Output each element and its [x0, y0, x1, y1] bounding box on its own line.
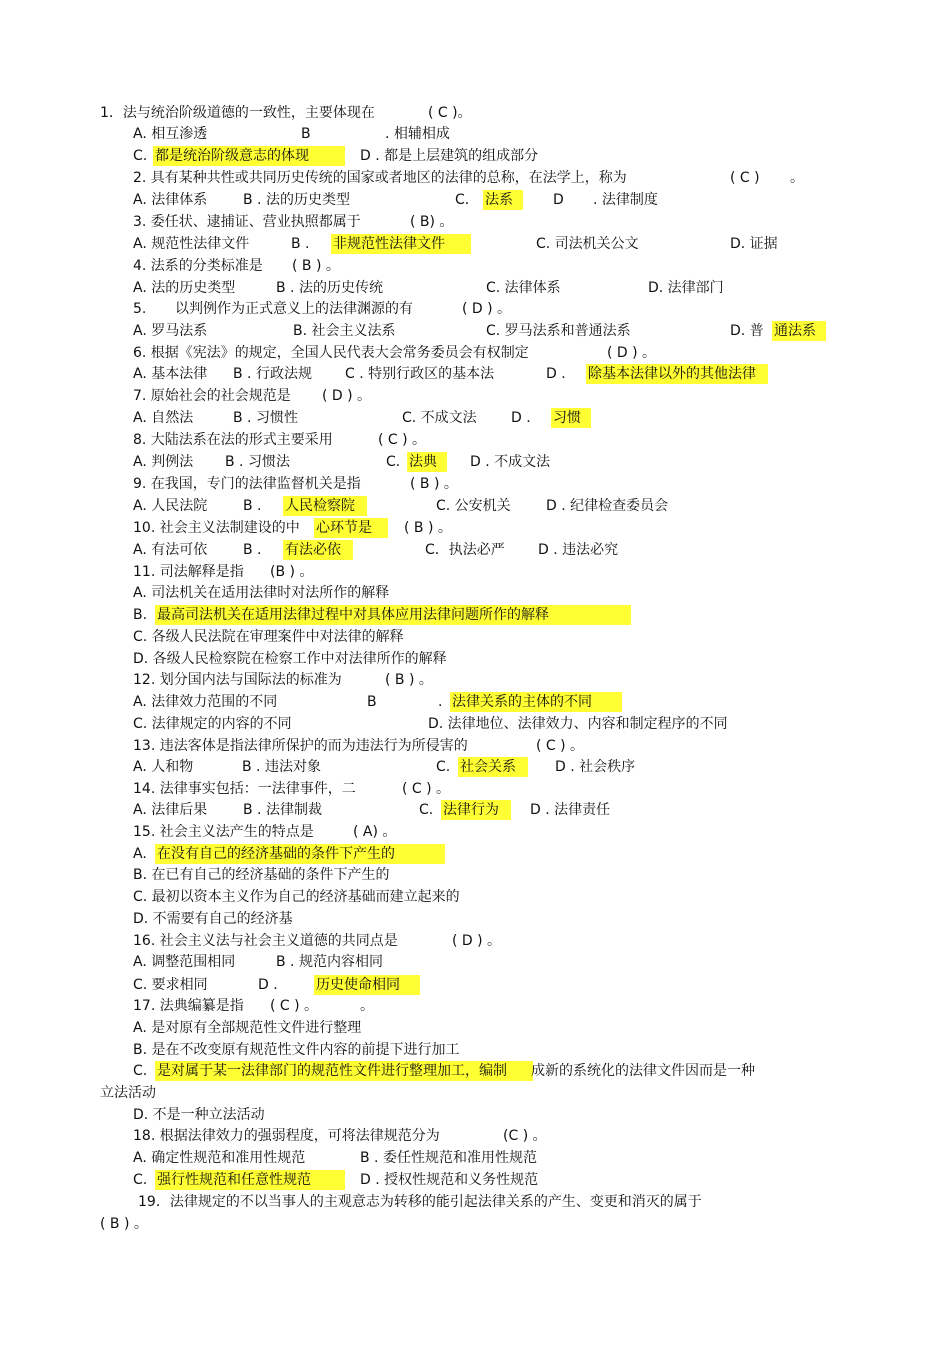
line-text: 2. 具有某种共性或共同历史传统的国家或者地区的法律的总称，在法学上，称为	[133, 170, 627, 186]
text-line	[0, 1214, 950, 1234]
line-text: C.	[133, 148, 148, 164]
line-text: ( B ) 。	[385, 672, 433, 688]
text-line	[0, 1061, 950, 1081]
line-text: 15. 社会主义法产生的特点是	[133, 824, 314, 840]
line-text: C. 最初以资本主义作为自己的经济基础而建立起来的	[133, 889, 460, 905]
line-text: D. 法律地位、法律效力、内容和制定程序的不同	[428, 716, 728, 732]
text-line	[0, 540, 950, 560]
line-text: ( B ) 。	[410, 476, 458, 492]
text-line	[0, 278, 950, 298]
line-text: A. 法律体系	[133, 192, 208, 208]
line-text: C. 法律规定的内容的不同	[133, 716, 292, 732]
line-text: C.	[386, 454, 401, 470]
line-text: ( C ) 。	[402, 781, 451, 797]
highlighted-answer: 在没有自己的经济基础的条件下产生的	[155, 844, 445, 864]
line-text: B	[301, 126, 311, 142]
line-text: C.	[133, 1172, 148, 1188]
text-line	[0, 844, 950, 864]
line-text: C.	[133, 1063, 148, 1079]
line-text: 18. 根据法律效力的强弱程度，可将法律规范分为	[133, 1128, 440, 1144]
text-line	[0, 364, 950, 384]
line-text: A. 司法机关在适用法律时对法所作的解释	[133, 585, 390, 601]
line-text: D . 都是上层建筑的组成部分	[360, 148, 539, 164]
text-line	[0, 103, 950, 123]
line-text: B . 违法对象	[242, 759, 321, 775]
line-text: ( C ) 。	[536, 738, 585, 754]
line-text: 11. 司法解释是指	[133, 564, 244, 580]
line-text: 17. 法典编纂是指	[133, 998, 244, 1014]
line-text: ( A) 。	[353, 824, 397, 840]
highlighted-answer: 习惯	[551, 408, 591, 428]
line-text: B . 行政法规	[233, 366, 312, 382]
line-text: B. 在已有自己的经济基础的条件下产生的	[133, 867, 390, 883]
line-text: A. 罗马法系	[133, 323, 208, 339]
text-line	[0, 757, 950, 777]
line-text: D	[553, 192, 564, 208]
line-text: A. 调整范围相同	[133, 954, 236, 970]
text-line	[0, 321, 950, 341]
text-line	[0, 1083, 950, 1103]
line-text: B .	[243, 498, 262, 514]
line-text: B . 法律制裁	[243, 802, 322, 818]
line-text: A. 判例法	[133, 454, 194, 470]
line-text: B . 法的历史传统	[276, 280, 383, 296]
text-line	[0, 670, 950, 690]
line-text: ( B ) 。	[404, 520, 452, 536]
text-line	[0, 124, 950, 144]
line-text: ( B ) 。	[292, 258, 340, 274]
line-text: .	[438, 694, 443, 710]
line-text: B . 习惯性	[233, 410, 298, 426]
line-text: C. 不成文法	[402, 410, 477, 426]
line-text: B	[367, 694, 377, 710]
line-text: A. 法律后果	[133, 802, 208, 818]
line-text: A. 人和物	[133, 759, 194, 775]
line-text: ( C )。	[428, 105, 472, 121]
line-text: ( B) 。	[410, 214, 454, 230]
line-text: B . 习惯法	[225, 454, 290, 470]
line-text: 立法活动	[100, 1085, 156, 1101]
line-text: 12. 划分国内法与国际法的标准为	[133, 672, 342, 688]
line-text: 8. 大陆法系在法的形式主要采用	[133, 432, 333, 448]
line-text: A. 法律效力范围的不同	[133, 694, 278, 710]
text-line	[0, 1148, 950, 1168]
line-text: D. 普	[730, 323, 764, 339]
text-line	[0, 1126, 950, 1146]
line-text: C．	[455, 192, 479, 208]
text-line	[0, 1192, 950, 1212]
line-text: 19．法律规定的不以当事人的主观意志为转移的能引起法律关系的产生、变更和消灭的属于	[138, 1194, 702, 1210]
line-text: 以判例作为正式意义上的法律渊源的有	[175, 301, 413, 317]
line-text: B.	[133, 607, 148, 623]
text-line	[0, 800, 950, 820]
line-text: A. 是对原有全部规范性文件进行整理	[133, 1020, 362, 1036]
text-line	[0, 343, 950, 363]
text-line	[0, 865, 950, 885]
highlighted-answer: 是对属于某一法律部门的规范性文件进行整理加工，编制	[155, 1061, 533, 1081]
text-line	[0, 583, 950, 603]
line-text: D . 授权性规范和义务性规范	[360, 1172, 539, 1188]
line-text: D . 社会秩序	[555, 759, 636, 775]
line-text: 6. 根据《宪法》的规定，全国人民代表大会常务委员会有权制定	[133, 345, 529, 361]
highlighted-answer: 非规范性法律文件	[331, 234, 471, 254]
text-line	[0, 887, 950, 907]
text-line	[0, 1170, 950, 1190]
line-text: 4. 法系的分类标准是	[133, 258, 263, 274]
highlighted-answer: 法典	[407, 452, 447, 472]
line-text: B. 社会主义法系	[293, 323, 396, 339]
highlighted-answer: 最高司法机关在适用法律过程中对具体应用法律问题所作的解释	[155, 605, 631, 625]
highlighted-answer: 强行性规范和任意性规范	[155, 1170, 345, 1190]
text-line	[0, 212, 950, 232]
text-line	[0, 146, 950, 166]
line-text: 9. 在我国，专门的法律监督机关是指	[133, 476, 361, 492]
line-text: B . 规范内容相同	[276, 954, 383, 970]
highlighted-answer: 社会关系	[458, 757, 528, 777]
line-text: C．执法必严	[425, 542, 505, 558]
line-text: C . 特别行政区的基本法	[345, 366, 495, 382]
text-line	[0, 518, 950, 538]
line-text: C. 公安机关	[436, 498, 511, 514]
text-line	[0, 1105, 950, 1125]
line-text: ( D ) 。	[452, 933, 502, 949]
line-text: 13. 违法客体是指法律所保护的而为违法行为所侵害的	[133, 738, 468, 754]
line-text: C. 各级人民法院在审理案件中对法律的解释	[133, 629, 404, 645]
text-line	[0, 474, 950, 494]
line-text: 5.	[133, 301, 147, 317]
text-line	[0, 1018, 950, 1038]
line-text: D. 证据	[730, 236, 778, 252]
text-line	[0, 909, 950, 929]
text-line	[0, 386, 950, 406]
text-line	[0, 736, 950, 756]
line-text: D .	[511, 410, 531, 426]
line-text: D. 不是一种立法活动	[133, 1107, 265, 1123]
highlighted-answer: 人民检察院	[283, 496, 367, 516]
line-text: (B ) 。	[270, 564, 314, 580]
text-line	[0, 234, 950, 254]
line-text: ( C )	[730, 170, 760, 186]
line-text: D. 各级人民检察院在检察工作中对法律所作的解释	[133, 651, 447, 667]
line-text: ( C ) 。	[270, 998, 319, 1014]
highlighted-answer: 心环节是	[314, 518, 388, 538]
line-text: 14. 法律事实包括：一法律事件，二	[133, 781, 356, 797]
line-text: ( D ) 。	[462, 301, 512, 317]
text-line	[0, 931, 950, 951]
highlighted-answer: 法系	[483, 190, 523, 210]
line-text: 3. 委任状、逮捕证、营业执照都属于	[133, 214, 361, 230]
text-line	[0, 952, 950, 972]
text-line	[0, 496, 950, 516]
line-text: ( C ) 。	[378, 432, 427, 448]
text-line	[0, 168, 950, 188]
line-text: D . 纪律检查委员会	[546, 498, 669, 514]
text-line	[0, 1040, 950, 1060]
line-text: A. 规范性法律文件	[133, 236, 250, 252]
highlighted-answer: 通法系	[772, 321, 826, 341]
text-line	[0, 452, 950, 472]
line-text: D .	[258, 977, 278, 993]
text-line	[0, 562, 950, 582]
text-line	[0, 299, 950, 319]
line-text: C. 司法机关公文	[536, 236, 639, 252]
text-line	[0, 256, 950, 276]
line-text: D. 不需要有自己的经济基	[133, 911, 293, 927]
line-text: A.	[133, 846, 147, 862]
line-text: 10. 社会主义法制建设的中	[133, 520, 300, 536]
text-line	[0, 649, 950, 669]
line-text: 。	[360, 998, 374, 1014]
text-line	[0, 779, 950, 799]
line-text: A. 自然法	[133, 410, 194, 426]
line-text: ( D ) 。	[607, 345, 657, 361]
line-text: ( B ) 。	[100, 1216, 148, 1232]
line-text: 16. 社会主义法与社会主义道德的共同点是	[133, 933, 398, 949]
line-text: (C ) 。	[503, 1128, 547, 1144]
line-text: A. 基本法律	[133, 366, 208, 382]
line-text: A. 人民法院	[133, 498, 208, 514]
highlighted-answer: 历史使命相同	[314, 975, 420, 995]
highlighted-answer: 法律关系的主体的不同	[450, 692, 622, 712]
highlighted-answer: 法律行为	[441, 800, 511, 820]
text-line	[0, 996, 950, 1016]
line-text: D . 法律责任	[530, 802, 611, 818]
line-text: B .	[243, 542, 262, 558]
line-text: A. 相互渗透	[133, 126, 208, 142]
line-text: 1．法与统治阶级道德的一致性，主要体现在	[100, 105, 375, 121]
text-line	[0, 822, 950, 842]
line-text: C.	[419, 802, 434, 818]
line-text: A. 确定性规范和准用性规范	[133, 1150, 306, 1166]
line-text: B . 委任性规范和准用性规范	[360, 1150, 537, 1166]
line-text: ( D ) 。	[322, 388, 372, 404]
text-line	[0, 408, 950, 428]
text-line	[0, 975, 950, 995]
text-line	[0, 190, 950, 210]
line-text: B .	[291, 236, 310, 252]
line-text: C. 要求相同	[133, 977, 208, 993]
highlighted-answer: 都是统治阶级意志的体现	[153, 146, 345, 166]
line-text: . 相辅相成	[385, 126, 450, 142]
line-text: C. 罗马法系和普通法系	[486, 323, 631, 339]
text-line	[0, 627, 950, 647]
text-line	[0, 714, 950, 734]
highlighted-answer: 除基本法律以外的其他法律	[586, 364, 768, 384]
text-line	[0, 605, 950, 625]
line-text: D . 违法必究	[538, 542, 619, 558]
line-text: B. 是在不改变原有规范性文件内容的前提下进行加工	[133, 1042, 460, 1058]
line-text: A. 法的历史类型	[133, 280, 236, 296]
line-text: A. 有法可依	[133, 542, 208, 558]
line-text: B . 法的历史类型	[243, 192, 350, 208]
line-text: C. 法律体系	[486, 280, 561, 296]
line-text: 成新的系统化的法律文件因而是一种	[531, 1063, 755, 1079]
line-text: C.	[436, 759, 451, 775]
text-line	[0, 430, 950, 450]
line-text: . 法律制度	[593, 192, 658, 208]
line-text: 。	[790, 170, 804, 186]
line-text: D . 不成文法	[470, 454, 551, 470]
line-text: 7. 原始社会的社会规范是	[133, 388, 291, 404]
line-text: D .	[546, 366, 566, 382]
highlighted-answer: 有法必依	[283, 540, 353, 560]
text-line	[0, 692, 950, 712]
line-text: D. 法律部门	[648, 280, 724, 296]
